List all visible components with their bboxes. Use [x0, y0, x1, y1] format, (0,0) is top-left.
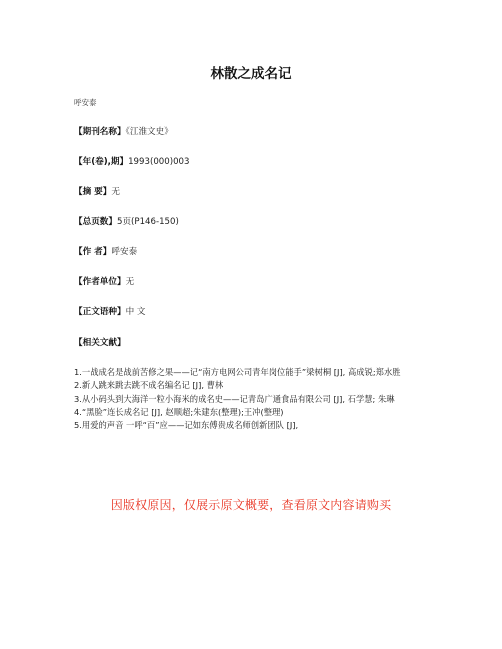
field-value: 《江淮文史》	[125, 127, 173, 137]
field-author	[74, 245, 137, 257]
field-language	[74, 305, 146, 317]
reference-item: 4.“黑脸”连长成名记 [J], 赵顺超;朱建东(整理);王冲(整理)	[74, 406, 284, 417]
field-label: 【正文语种】	[74, 307, 126, 317]
field-value: 中 文	[125, 307, 146, 317]
reference-item: 3.从小码头到大海洋一粒小海米的成名史——记青岛广通食品有限公司 [J], 石学慧; 朱琳	[74, 393, 395, 404]
field-journal-name	[74, 125, 173, 137]
field-volume-issue	[74, 155, 189, 167]
field-label: 【年(卷),期】	[74, 157, 129, 167]
field-abstract	[74, 185, 120, 197]
field-label: 【总页数】	[74, 217, 117, 227]
field-label: 【作者单位】	[74, 277, 126, 287]
reference-item: 5.用爱的声音 一呼“百”应——记如东傅贵成名师创新团队 [J],	[74, 420, 299, 431]
reference-item: 2.新人跳来跳去跳不成名编名记 [J], 曹林	[74, 380, 224, 391]
reference-list	[74, 366, 434, 432]
field-value: 1993(000)003	[128, 157, 190, 167]
reference-item: 1.一战成名是战前苦修之果——记“南方电网公司青年岗位能手”梁树桐 [J], 高成锐;郑水胜	[74, 367, 401, 377]
field-label: 【摘 要】	[74, 187, 112, 197]
field-author-unit	[74, 275, 134, 287]
field-value: 呼安泰	[111, 247, 138, 257]
field-value: 5页(P146-150)	[116, 217, 179, 227]
field-total-pages	[74, 215, 179, 227]
field-value: 无	[125, 277, 135, 287]
copyright-notice: 因版权原因，仅展示原文概要，查看原文内容请购买	[110, 498, 392, 512]
field-label: 【作 者】	[74, 247, 112, 257]
field-related-literature	[74, 336, 126, 348]
author-line: 呼安泰	[74, 98, 97, 107]
field-value: 无	[111, 187, 120, 197]
field-label: 【相关文献】	[74, 338, 126, 348]
field-label: 【期刊名称】	[74, 127, 126, 137]
document-title: 林散之成名记	[210, 66, 292, 82]
